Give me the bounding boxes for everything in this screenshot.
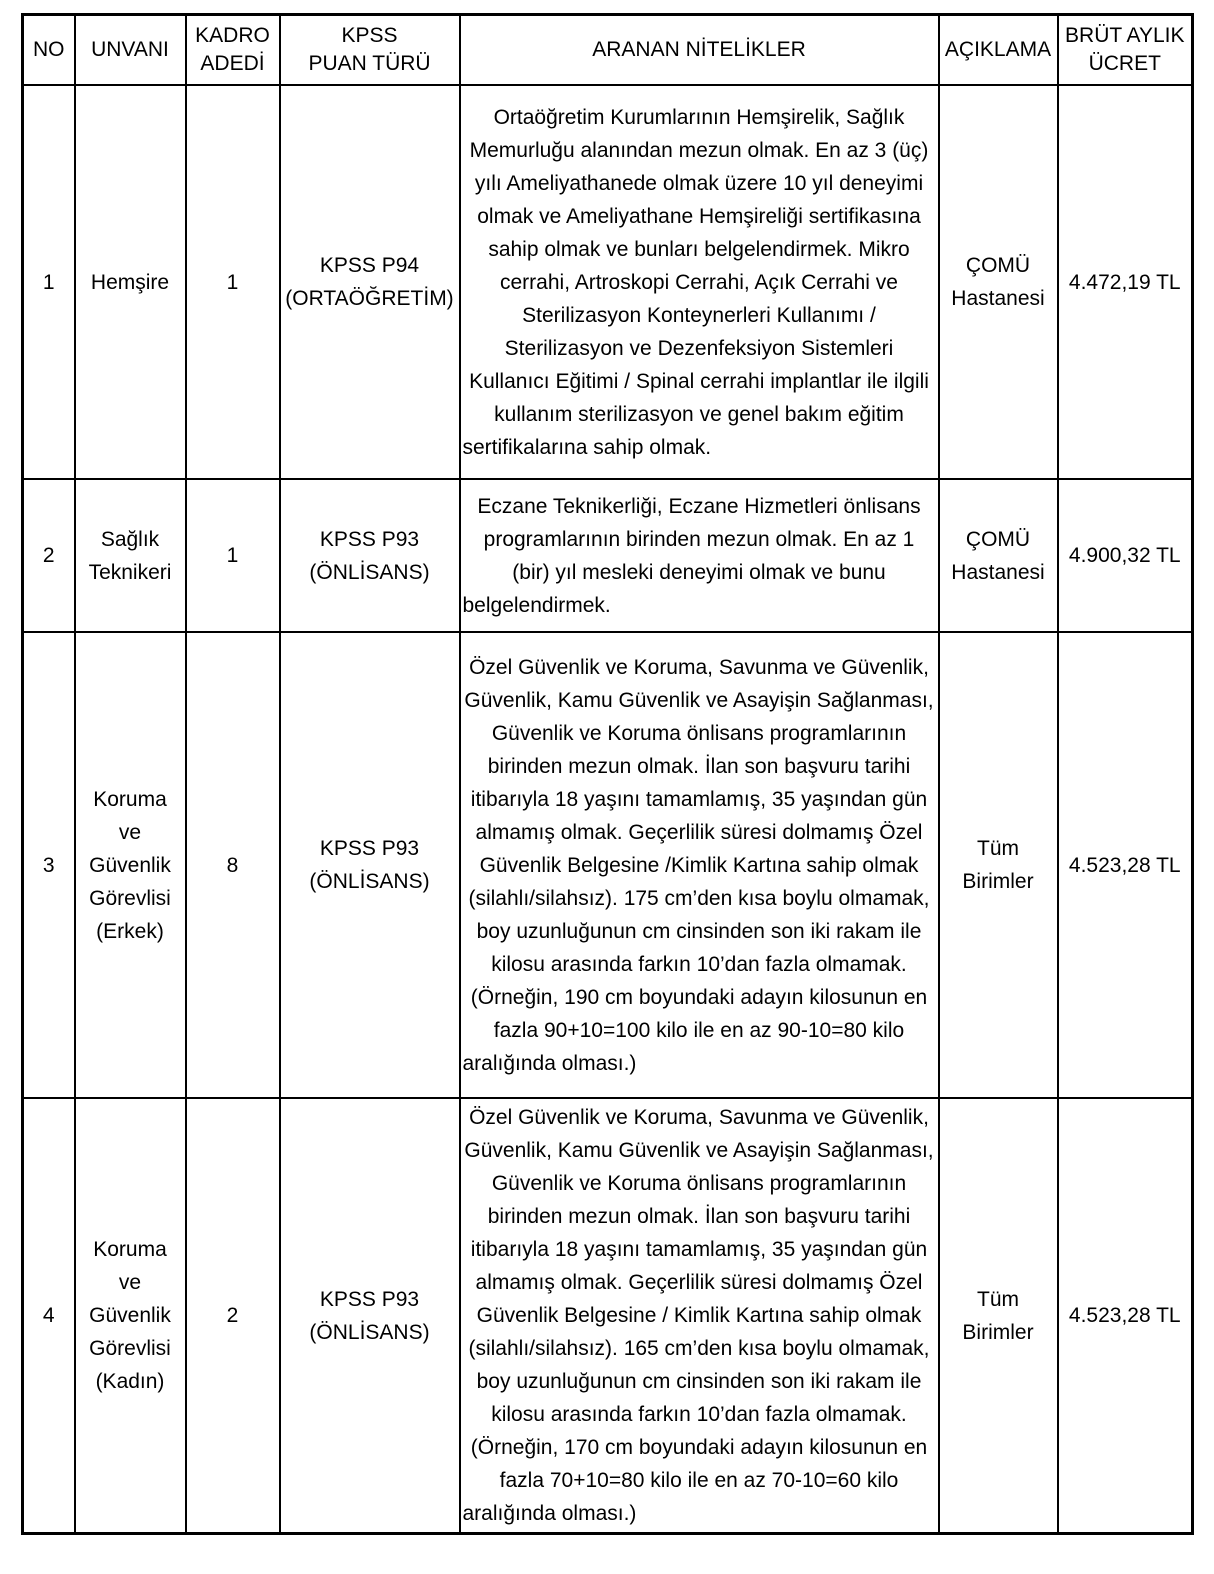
kpss-line: KPSS P93 bbox=[319, 1287, 420, 1311]
remarks-cell bbox=[939, 479, 1058, 632]
table-row bbox=[23, 1098, 1193, 1534]
title-line: Hemşire bbox=[90, 270, 170, 294]
title-line: Koruma bbox=[93, 787, 167, 811]
position-count-cell: 1 bbox=[186, 479, 280, 632]
remarks-line: Birimler bbox=[962, 870, 1034, 893]
requirements-cell: Özel Güvenlik ve Koruma, Savunma ve Güvenlik, Güvenlik, Kamu Güvenlik ve Asayişin Sağlanması, Güvenlik ve Koruma önlisans programlarının birinden mezun olmak. İlan son başvuru tarihi itibarıyla 18 yaşını tamamlamış, 35 yaşından gün almamış olmak. Geçerlilik süresi dolmamış Özel Güvenlik Belgesine /Kimlik Kartına sahip olmak (silahlı/silahsız). 175 cm’den kısa boylu olmamak, boy uzunluğunun cm cinsinden son iki rakam ile kilosu arasında farkın 10’dan fazla olmamak. (Örneğin, 190 cm boyundaki adayın kilosunun en fazla 90+10=100 kilo ile en az 90-10=80 kilo aralığında olması.) bbox=[460, 632, 939, 1098]
title-line: Güvenlik bbox=[89, 853, 171, 877]
table-row bbox=[23, 632, 1193, 1098]
title-line: Güvenlik bbox=[89, 1304, 171, 1327]
title-line: ve bbox=[118, 820, 142, 844]
kpss-score-type-cell bbox=[280, 1098, 460, 1534]
requirements-cell: Ortaöğretim Kurumlarının Hemşirelik, Sağlık Memurluğu alanından mezun olmak. En az 3 (üç) yılı Ameliyathanede olmak üzere 10 yıl deneyimi olmak ve Ameliyathane Hemşireliği sertifikasına sahip olmak ve bunları belgelendirmek. Mikro cerrahi, Artroskopi Cerrahi, Açık Cerrahi ve Sterilizasyon Konteynerleri Kullanımı / Sterilizasyon ve Dezenfeksiyon Sistemleri Kullanıcı Eğitimi / Spinal cerrahi implantlar ile ilgili kullanım sterilizasyon ve genel bakım eğitim sertifikalarına sahip olmak. bbox=[460, 85, 939, 479]
col-header-no: NO bbox=[23, 15, 75, 86]
row-number-cell: 2 bbox=[23, 479, 75, 632]
kpss-line: (ÖNLİSANS) bbox=[309, 870, 430, 893]
gross-salary-cell: 4.523,28 TL bbox=[1058, 632, 1193, 1098]
gross-salary-cell: 4.523,28 TL bbox=[1058, 1098, 1193, 1534]
row-number-cell: 4 bbox=[23, 1098, 75, 1534]
table-row bbox=[23, 479, 1193, 632]
remarks-cell bbox=[939, 632, 1058, 1098]
gross-salary-cell: 4.472,19 TL bbox=[1058, 85, 1193, 479]
remarks-line: ÇOMÜ bbox=[965, 527, 1031, 551]
remarks-line: Hastanesi bbox=[951, 287, 1045, 310]
remarks-line: ÇOMÜ bbox=[965, 254, 1031, 277]
remarks-line: Tüm bbox=[977, 1287, 1019, 1311]
col-header-aranan-nitelikler: ARANAN NİTELİKLER bbox=[460, 15, 939, 86]
header-line: BRÜT AYLIK bbox=[1065, 24, 1185, 47]
kpss-line: (ÖNLİSANS) bbox=[309, 1320, 430, 1344]
title-line: Görevlisi bbox=[89, 886, 171, 910]
remarks-cell bbox=[939, 85, 1058, 479]
col-header-unvani: UNVANI bbox=[75, 15, 186, 86]
kpss-line: KPSS P93 bbox=[319, 527, 420, 551]
kpss-line: KPSS P94 bbox=[319, 254, 420, 277]
remarks-cell bbox=[939, 1098, 1058, 1534]
requirements-cell: Özel Güvenlik ve Koruma, Savunma ve Güvenlik, Güvenlik, Kamu Güvenlik ve Asayişin Sağlanması, Güvenlik ve Koruma önlisans programlarının birinden mezun olmak. İlan son başvuru tarihi itibarıyla 18 yaşını tamamlamış, 35 yaşından gün almamış olmak. Geçerlilik süresi dolmamış Özel Güvenlik Belgesine / Kimlik Kartına sahip olmak (silahlı/silahsız). 165 cm’den kısa boylu olmamak, boy uzunluğunun cm cinsinden son iki rakam ile kilosu arasında farkın 10’dan fazla olmamak. (Örneğin, 170 cm boyundaki adayın kilosunun en fazla 70+10=80 kilo ile en az 70-10=60 kilo aralığında olması.) bbox=[460, 1098, 939, 1534]
title-cell bbox=[75, 1098, 186, 1534]
gross-salary-cell: 4.900,32 TL bbox=[1058, 479, 1193, 632]
header-line: KADRO bbox=[195, 24, 270, 47]
col-header-brut-aylik-ucret bbox=[1058, 15, 1193, 86]
col-header-kadro-adedi bbox=[186, 15, 280, 86]
header-line: PUAN TÜRÜ bbox=[308, 52, 431, 75]
kpss-score-type-cell bbox=[280, 632, 460, 1098]
title-cell bbox=[75, 85, 186, 479]
remarks-line: Tüm bbox=[977, 837, 1019, 860]
title-line: Koruma bbox=[93, 1238, 167, 1261]
position-count-cell: 2 bbox=[186, 1098, 280, 1534]
requirements-cell: Eczane Teknikerliği, Eczane Hizmetleri önlisans programlarının birinden mezun olmak. En az 1 (bir) yıl mesleki deneyimi olmak ve bunu belgelendirmek. bbox=[460, 479, 939, 632]
job-postings-table bbox=[21, 13, 1194, 1535]
col-header-aciklama: AÇIKLAMA bbox=[939, 15, 1058, 86]
title-line: (Erkek) bbox=[96, 919, 164, 943]
table-row bbox=[23, 85, 1193, 479]
kpss-score-type-cell bbox=[280, 479, 460, 632]
row-number-cell: 1 bbox=[23, 85, 75, 479]
title-line: Sağlık bbox=[100, 527, 160, 551]
title-line: Teknikeri bbox=[88, 560, 172, 584]
remarks-line: Birimler bbox=[962, 1320, 1034, 1344]
position-count-cell: 1 bbox=[186, 85, 280, 479]
title-line: (Kadın) bbox=[95, 1370, 165, 1393]
kpss-line: (ORTAÖĞRETİM) bbox=[285, 287, 454, 310]
header-row bbox=[23, 15, 1193, 86]
title-cell bbox=[75, 479, 186, 632]
header-line: KPSS bbox=[341, 24, 398, 47]
title-line: ve bbox=[118, 1271, 142, 1294]
title-line: Görevlisi bbox=[89, 1337, 171, 1360]
row-number-cell: 3 bbox=[23, 632, 75, 1098]
title-cell bbox=[75, 632, 186, 1098]
remarks-line: Hastanesi bbox=[951, 560, 1045, 584]
kpss-line: KPSS P93 bbox=[319, 837, 420, 860]
header-line: ADEDİ bbox=[200, 52, 265, 75]
kpss-line: (ÖNLİSANS) bbox=[309, 560, 430, 584]
col-header-kpss-puan-turu bbox=[280, 15, 460, 86]
kpss-score-type-cell bbox=[280, 85, 460, 479]
header-line: ÜCRET bbox=[1088, 52, 1161, 75]
position-count-cell: 8 bbox=[186, 632, 280, 1098]
